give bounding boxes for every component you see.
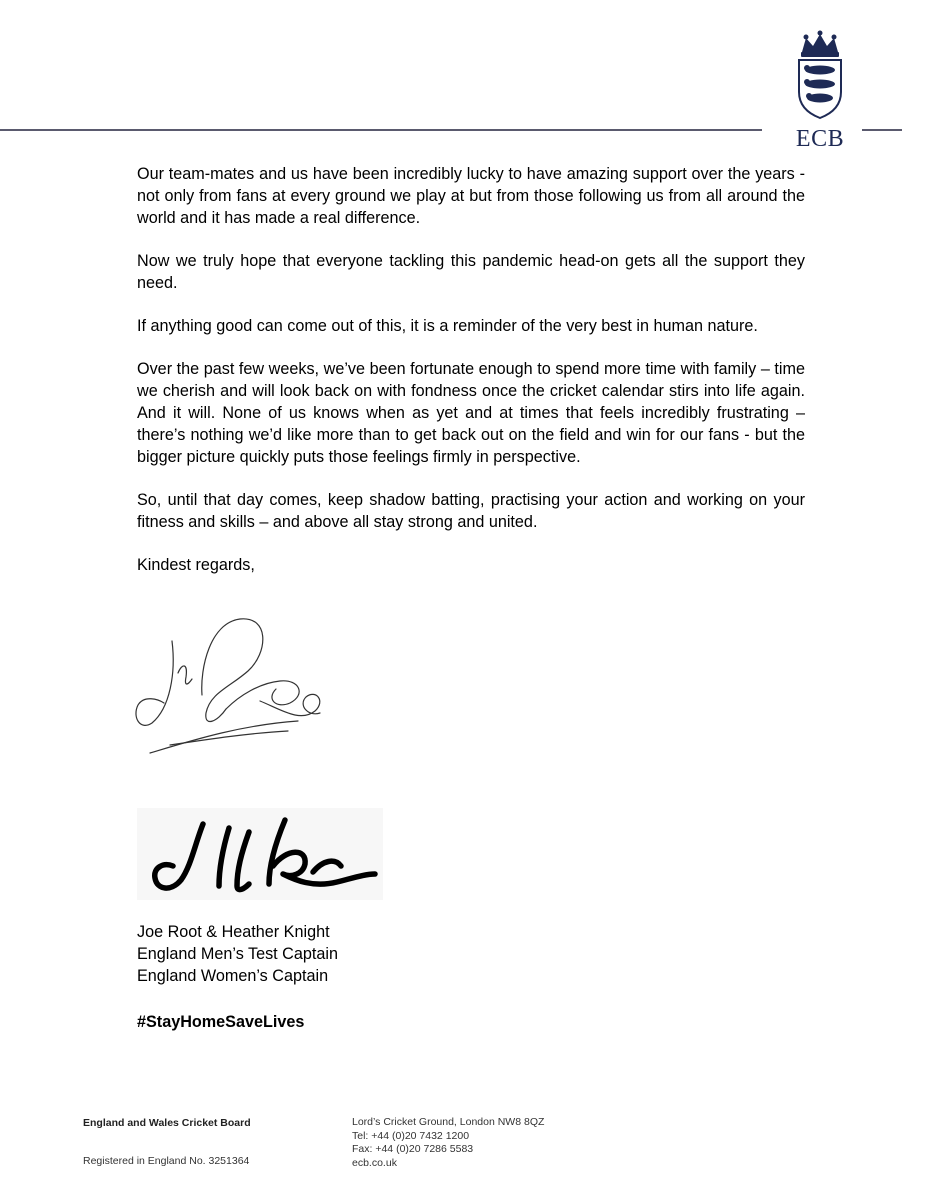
footer-left <box>83 1116 251 1168</box>
ecb-logo <box>780 30 860 154</box>
letter-body <box>137 163 805 597</box>
paragraph: Now we truly hope that everyone tackling this pandemic head-on gets all the support they need. <box>137 252 805 292</box>
footer-registration: Registered in England No. 3251364 <box>83 1155 250 1167</box>
paragraph: Over the past few weeks, we’ve been fortunate enough to spend more time with family – time we cherish and will look back on with fondness once the cricket calendar stirs into life again. And it will. None of us knows when as yet and at times that feels incredibly frustrating – there’s nothing we’d like more than to get back out on the field and win for our fans - but the bigger picture quickly puts those feelings firmly in perspective. <box>137 360 805 466</box>
header-rule-left <box>0 129 762 131</box>
footer-organisation: England and Wales Cricket Board <box>83 1117 251 1129</box>
signature-heather-knight <box>137 808 383 900</box>
logo-wordmark: ECB <box>795 126 845 152</box>
paragraph: If anything good can come out of this, it is a reminder of the very best in human nature. <box>137 317 758 335</box>
hashtag: #StayHomeSaveLives <box>137 1013 305 1031</box>
paragraph: Our team-mates and us have been incredibly lucky to have amazing support over the years - not only from fans at every ground we play at but from those following us from all around the world and it has made a real difference. <box>137 165 805 227</box>
header-rule-right <box>862 129 902 131</box>
footer-address: Lord’s Cricket Ground, London NW8 8QZ <box>352 1116 545 1128</box>
signatory-names: Joe Root & Heather Knight <box>137 923 330 941</box>
signatory-block <box>137 921 338 987</box>
closing: Kindest regards, <box>137 556 255 574</box>
footer-contact <box>352 1116 544 1170</box>
paragraph: So, until that day comes, keep shadow batting, practising your action and working on your fitness and skills – and above all stay strong and united. <box>137 491 805 531</box>
signature-heather-knight-mark <box>137 808 383 900</box>
footer-web[interactable]: ecb.co.uk <box>352 1156 397 1169</box>
signatory-title-mens: England Men’s Test Captain <box>137 945 338 963</box>
crown-lions-crest-icon <box>780 30 860 126</box>
footer-fax: Fax: +44 (0)20 7286 5583 <box>352 1143 474 1155</box>
footer-tel: Tel: +44 (0)20 7432 1200 <box>352 1129 470 1142</box>
signature-joe-root <box>130 613 330 763</box>
signatory-title-womens: England Women’s Captain <box>137 967 329 985</box>
